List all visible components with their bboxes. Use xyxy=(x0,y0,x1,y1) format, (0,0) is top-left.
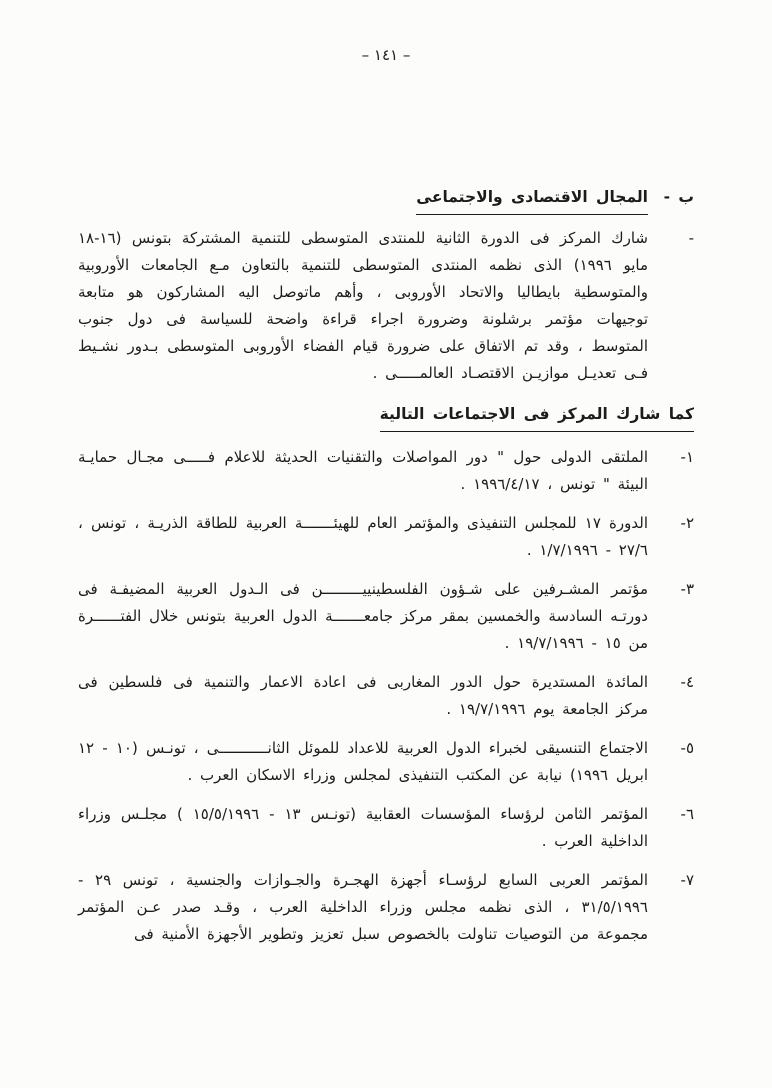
list-item xyxy=(78,669,694,723)
section-b-title: المجال الاقتصادى والاجتماعى xyxy=(416,184,648,215)
item-text: المؤتمر العربى السابع لرؤسـاء أجهزة الهجـرة والجـوازات والجنسية ، تونس ٢٩ - ٣١/٥/١٩٩٦ ، الذى نظمه مجلس وزراء الداخلية العرب ، وقـد صدر عـن المؤتمر مجموعة من التوصيات تناولت بالخصوص سبل تعزيز وتطوير الأجهزة الأمنية فى xyxy=(78,871,649,943)
intro-bullet: - xyxy=(688,229,694,247)
list-item xyxy=(78,576,694,657)
item-number: ١- xyxy=(680,448,694,466)
item-number: ٢- xyxy=(680,514,694,532)
item-number: ٤- xyxy=(680,673,694,691)
list-item xyxy=(78,801,694,855)
intro-text: شارك المركز فى الدورة الثانية للمنتدى المتوسطى للتنمية المشتركة بتونس (١٦-١٨ مايو ١٩٩٦) الذى نظمه المنتدى المتوسطى للتنمية بالتعاون مـع الجامعات الأوروبية والمتوسطية بايطاليا والاتحاد الأوروبى ، وأهم ماتوصل اليه المشاركون هو متابعة توجيهات مؤتمر برشلونة وضرورة اجراء قراءة واضحة للسياسة فى دول جنوب المتوسط ، وقد تم الاتفاق على ضرورة قيام الفضاء الأوروبى المتوسطى بـدور نشـيط فـى تعديـل موازيـن الاقتصـاد العالمـــــى . xyxy=(78,229,648,382)
item-text: الملتقى الدولى حول " دور المواصلات والتقنيات الحديثة للاعلام فـــــى مجـال حمايـة البيئة " تونس ، ١٩٩٦/٤/١٧ . xyxy=(78,448,648,493)
list-item xyxy=(78,867,694,948)
section-b-label: ب - xyxy=(663,188,694,206)
item-number: ٣- xyxy=(680,580,694,598)
list-item xyxy=(78,735,694,789)
item-text: المؤتمر الثامن لرؤساء المؤسسات العقابية (تونـس ١٣ - ١٥/٥/١٩٩٦ ) مجلـس وزراء الداخلية العرب . xyxy=(78,805,648,850)
item-text: الدورة ١٧ للمجلس التنفيذى والمؤتمر العام للهيئـــــــة العربية للطاقة الذريـة ، تونس ، ٢٧/٦ - ١/٧/١٩٩٦ . xyxy=(78,514,648,559)
list-item xyxy=(78,510,694,564)
item-number: ٧- xyxy=(680,871,694,889)
meetings-heading-text: كما شارك المركز فى الاجتماعات التالية xyxy=(380,401,694,432)
intro-paragraph xyxy=(78,225,694,387)
item-text: الاجتماع التنسيقى لخبراء الدول العربية للاعداد للموئل الثانـــــــــــى ، تونـس (١٠ - ١٢ ابريل ١٩٩٦) نيابة عن المكتب التنفيذى لمجلس وزراء الاسكان العرب . xyxy=(78,739,648,784)
page-content xyxy=(78,184,694,960)
item-text: مؤتمر المشـرفين على شـؤون الفلسطينييـــــــــن فى الـدول العربية المضيفـة فى دورتـه السادسة والخمسين بمقر مركز جامعـــــــة الدول العربية بتونس خلال الفتــــــرة من ١٥ - ١٩/٧/١٩٩٦ . xyxy=(78,580,648,652)
page-number: – ١٤١ – xyxy=(361,46,411,64)
item-number: ٦- xyxy=(680,805,694,823)
item-number: ٥- xyxy=(680,739,694,757)
item-text: المائدة المستديرة حول الدور المغاربى فى اعادة الاعمار والتنمية فى فلسطين فى مركز الجامعة يوم ١٩/٧/١٩٩٦ . xyxy=(78,673,648,718)
section-b-heading xyxy=(78,184,694,215)
meetings-heading xyxy=(78,401,694,432)
list-item xyxy=(78,444,694,498)
